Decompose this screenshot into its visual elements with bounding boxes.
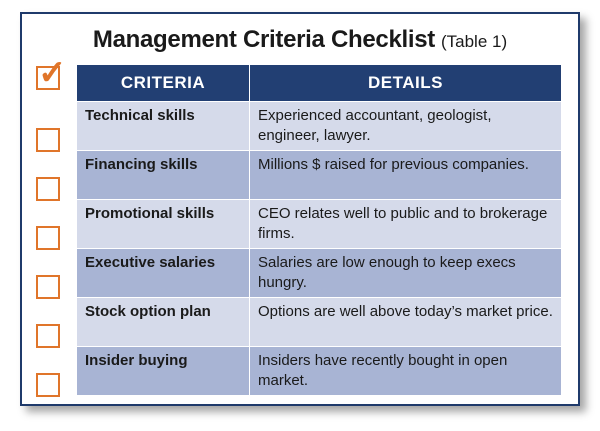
criteria-cell: Stock option plan	[77, 298, 250, 347]
column-header-details: DETAILS	[250, 65, 562, 102]
checkmark-icon: ✓	[38, 54, 67, 92]
table-row	[77, 249, 562, 298]
checkbox-executive-salaries[interactable]	[36, 275, 60, 299]
table-row	[77, 102, 562, 151]
checkbox-stock-option-plan[interactable]	[36, 324, 60, 348]
details-cell: CEO relates well to public and to brokerage firms.	[250, 200, 562, 249]
table-row	[77, 347, 562, 396]
column-header-criteria: CRITERIA	[77, 65, 250, 102]
criteria-cell: Promotional skills	[77, 200, 250, 249]
checkbox-promotional-skills[interactable]	[36, 226, 60, 250]
criteria-cell: Technical skills	[77, 102, 250, 151]
page-title: Management Criteria Checklist	[92, 26, 435, 53]
details-cell: Insiders have recently bought in open market.	[250, 347, 562, 396]
table-caption: (Table 1)	[440, 32, 508, 51]
details-cell: Experienced accountant, geologist, engineer, lawyer.	[250, 102, 562, 151]
table-header-row	[77, 65, 562, 102]
details-cell: Millions $ raised for previous companies.	[250, 151, 562, 200]
details-cell: Options are well above today’s market price.	[250, 298, 562, 347]
criteria-cell: Insider buying	[77, 347, 250, 396]
table-row	[77, 200, 562, 249]
criteria-cell: Financing skills	[77, 151, 250, 200]
header-checkbox[interactable]	[36, 54, 67, 92]
checklist-card	[20, 12, 580, 406]
table-row	[77, 298, 562, 347]
title-row	[22, 26, 578, 54]
criteria-table	[76, 64, 562, 396]
checkbox-financing-skills[interactable]	[36, 177, 60, 201]
details-cell: Salaries are low enough to keep execs hungry.	[250, 249, 562, 298]
checkbox-technical-skills[interactable]	[36, 128, 60, 152]
checkbox-insider-buying[interactable]	[36, 373, 60, 397]
criteria-cell: Executive salaries	[77, 249, 250, 298]
table-row	[77, 151, 562, 200]
